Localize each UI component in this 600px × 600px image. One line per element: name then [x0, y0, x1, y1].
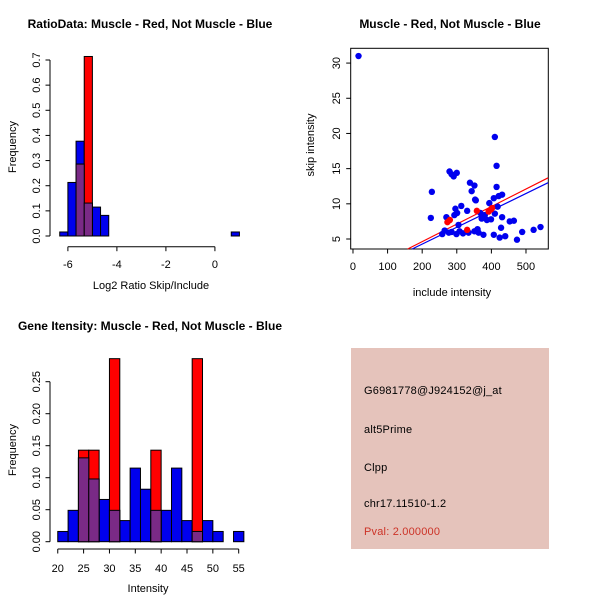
- scatter-point-not-muscle: [454, 170, 460, 176]
- y-tick-label: 15: [331, 162, 343, 175]
- hist-bar-not-muscle: [182, 521, 192, 542]
- x-tick-label: -2: [161, 259, 171, 271]
- scatter-point-not-muscle: [474, 226, 480, 232]
- hist-bar-not-muscle: [60, 232, 68, 236]
- scatter-point-not-muscle: [493, 184, 499, 190]
- scatter-point-not-muscle: [480, 232, 486, 238]
- scatter-point-not-muscle: [498, 225, 504, 231]
- scatter-point-not-muscle: [530, 227, 536, 233]
- scatter-point-not-muscle: [494, 203, 500, 209]
- scatter-point-not-muscle: [439, 231, 445, 237]
- scatter-point-not-muscle: [464, 208, 470, 214]
- hist-bar-not-muscle: [203, 521, 213, 542]
- x-tick-label: -6: [62, 259, 73, 271]
- y-tick-label: 20: [331, 127, 343, 140]
- x-tick-label: 300: [447, 261, 466, 273]
- hist-bar-overlap: [84, 203, 92, 236]
- hist-bar-not-muscle: [68, 510, 78, 541]
- y-tick-label: 0.10: [31, 466, 43, 489]
- scatter-point-not-muscle: [453, 231, 459, 237]
- hist-bar-not-muscle: [213, 531, 223, 541]
- gene-intensity-histogram-panel: [0, 300, 300, 600]
- scatter-point-not-muscle: [429, 189, 435, 195]
- y-tick-label: 0.25: [31, 370, 43, 393]
- hist-bar-not-muscle: [130, 468, 140, 542]
- scatter-point-not-muscle: [471, 182, 477, 188]
- x-tick-label: 100: [378, 261, 397, 273]
- hist-bar-not-muscle: [140, 489, 150, 541]
- splice-type-text: alt5Prime: [364, 424, 413, 436]
- scatter-point-not-muscle: [488, 216, 494, 222]
- scatter-point-not-muscle: [472, 196, 478, 202]
- x-tick-label: 20: [51, 563, 64, 575]
- hist-bar-overlap: [76, 164, 84, 236]
- scatter-point-not-muscle: [493, 163, 499, 169]
- x-tick-label: 25: [77, 563, 90, 575]
- probe-info-panel: [351, 348, 549, 549]
- scatter-point-not-muscle: [499, 214, 505, 220]
- x-tick-label: 35: [129, 563, 142, 575]
- y-axis-label: Frequency: [7, 121, 19, 173]
- hist-bar-overlap: [89, 479, 99, 542]
- gene-name-text: Clpp: [364, 462, 388, 474]
- x-tick-label: -4: [112, 259, 122, 271]
- x-axis-label: Log2 Ratio Skip/Include: [92, 280, 210, 292]
- y-tick-label: 0.6: [31, 77, 43, 93]
- probe-id-text: G6981778@J924152@j_at: [364, 385, 502, 397]
- x-tick-label: 200: [413, 261, 432, 273]
- y-tick-label: 0.7: [31, 52, 43, 68]
- y-tick-label: 0.1: [31, 203, 43, 219]
- scatter-point-muscle: [447, 217, 453, 223]
- hist-bar-overlap: [151, 510, 161, 541]
- y-tick-label: 0.15: [31, 434, 43, 457]
- y-axis-label: Frequency: [7, 424, 19, 476]
- scatter-point-not-muscle: [492, 134, 498, 140]
- y-tick-label: 30: [331, 56, 343, 70]
- y-tick-label: 0.05: [31, 498, 43, 521]
- hist-bar-not-muscle: [58, 531, 68, 541]
- scatter-point-not-muscle: [468, 188, 474, 194]
- scatter-point-not-muscle: [428, 215, 434, 221]
- ratio-histogram-panel: [0, 0, 300, 300]
- hist-bar-overlap: [192, 531, 202, 541]
- scatter-point-not-muscle: [511, 218, 517, 224]
- scatter-point-not-muscle: [514, 237, 520, 243]
- y-tick-label: 0.0: [31, 228, 43, 244]
- intensity-scatter-panel: [300, 0, 600, 300]
- hist-bar-not-muscle: [120, 521, 130, 542]
- scatter-point-not-muscle: [491, 232, 497, 238]
- y-tick-label: 0.2: [31, 178, 43, 194]
- scatter-point-not-muscle: [537, 224, 543, 230]
- hist-bar-overlap: [78, 458, 88, 542]
- scatter-point-muscle: [489, 205, 495, 211]
- x-tick-label: 40: [155, 563, 168, 575]
- hist-bar-not-muscle: [101, 215, 109, 236]
- y-tick-label: 0.5: [31, 102, 43, 118]
- chart-title: Gene Itensity: Muscle - Red, Not Muscle - Blue: [17, 319, 283, 333]
- scatter-point-not-muscle: [519, 229, 525, 235]
- x-tick-label: 0: [349, 261, 357, 273]
- hist-bar-not-muscle: [68, 182, 76, 236]
- scatter-point-not-muscle: [502, 233, 508, 239]
- y-tick-label: 0.3: [31, 152, 43, 169]
- y-axis-label: skip intensity: [305, 113, 317, 177]
- scatter-point-not-muscle: [499, 191, 505, 197]
- scatter-point-not-muscle: [478, 215, 484, 221]
- hist-bar-not-muscle: [99, 499, 109, 541]
- scatter-point-not-muscle: [355, 53, 361, 59]
- y-tick-label: 10: [331, 197, 343, 210]
- chart-title: RatioData: Muscle - Red, Not Muscle - Blue: [27, 17, 273, 31]
- y-tick-label: 0.20: [31, 402, 43, 425]
- hist-bar-muscle: [192, 359, 202, 542]
- y-tick-label: 25: [331, 92, 343, 105]
- x-axis-label: include intensity: [412, 287, 492, 299]
- pval-text: Pval: 2.000000: [364, 526, 441, 538]
- x-tick-label: 30: [103, 563, 116, 575]
- scatter-point-not-muscle: [458, 203, 464, 209]
- scatter-point-not-muscle: [455, 222, 461, 228]
- hist-bar-not-muscle: [234, 531, 244, 541]
- y-tick-label: 0.00: [31, 530, 43, 553]
- x-tick-label: 500: [516, 261, 536, 273]
- scatter-point-not-muscle: [446, 229, 452, 235]
- x-tick-label: 400: [482, 261, 501, 273]
- scatter-point-muscle: [464, 227, 470, 233]
- hist-bar-not-muscle: [92, 207, 100, 236]
- x-tick-label: 0: [211, 259, 218, 271]
- hist-bar-not-muscle: [161, 510, 171, 541]
- x-tick-label: 55: [232, 563, 245, 575]
- x-axis-label: Intensity: [127, 583, 169, 595]
- hist-bar-not-muscle: [231, 232, 239, 236]
- hist-bar-overlap: [109, 510, 119, 541]
- scatter-point-muscle: [474, 208, 480, 214]
- y-tick-label: 0.4: [31, 127, 43, 144]
- y-tick-label: 5: [331, 235, 343, 243]
- scatter-point-not-muscle: [452, 206, 458, 212]
- scatter-point-not-muscle: [496, 234, 502, 240]
- x-tick-label: 45: [180, 563, 194, 575]
- x-tick-label: 50: [206, 563, 219, 575]
- location-text: chr17.11510-1.2: [364, 498, 447, 510]
- chart-title: Muscle - Red, Not Muscle - Blue: [359, 17, 541, 31]
- hist-bar-not-muscle: [171, 468, 181, 542]
